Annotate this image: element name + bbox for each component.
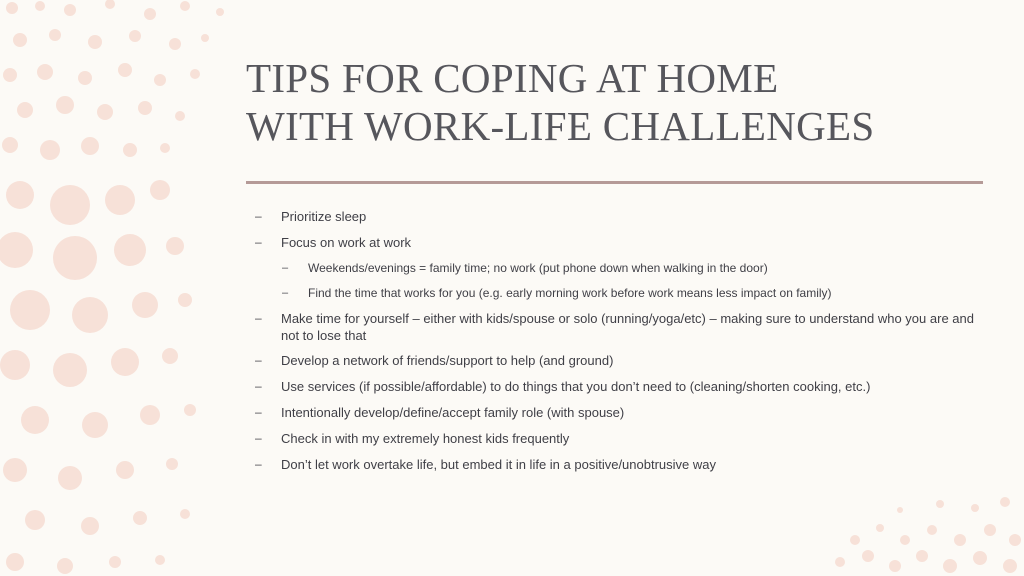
list-item-text: Focus on work at work — [281, 235, 412, 250]
list-item — [255, 430, 981, 447]
bullet-marker: – — [255, 431, 262, 445]
bullet-marker: – — [255, 311, 262, 325]
list-item-text: Prioritize sleep — [281, 209, 367, 224]
list-item-sub — [282, 285, 978, 301]
list-item-text: Check in with my extremely honest kids frequently — [281, 431, 570, 446]
list-item-text: Weekends/evenings = family time; no work (put phone down when walking in the door) — [308, 261, 768, 275]
bullet-marker: – — [282, 287, 289, 299]
list-item — [255, 234, 981, 251]
bullet-marker: – — [255, 457, 262, 471]
list-item — [255, 404, 981, 421]
bullet-marker: – — [255, 235, 262, 249]
bullet-marker: – — [255, 209, 262, 223]
list-item-text: Develop a network of friends/support to help (and ground) — [281, 353, 614, 368]
list-item-text: Use services (if possible/affordable) to do things that you don’t need to (cleaning/shorten cooking, etc.) — [281, 379, 871, 394]
list-item — [255, 310, 981, 344]
bullet-marker: – — [255, 405, 262, 419]
list-item — [255, 378, 981, 395]
slide-title-line-2: WITH WORK-LIFE CHALLENGES — [246, 103, 875, 149]
list-item-text: Intentionally develop/define/accept family role (with spouse) — [281, 405, 625, 420]
list-item — [255, 208, 981, 225]
list-item — [255, 352, 981, 369]
bullet-marker: – — [282, 262, 289, 274]
list-item-text: Make time for yourself – either with kids/spouse or solo (running/yoga/etc) – making sure to understand who you are and not to lose that — [281, 311, 974, 343]
bullet-marker: – — [255, 379, 262, 393]
bullet-marker: – — [255, 353, 262, 367]
list-item-sub — [282, 260, 978, 276]
list-item-text: Don’t let work overtake life, but embed it in life in a positive/unobtrusive way — [281, 457, 716, 472]
list-item — [255, 456, 981, 473]
slide-title-line-1: TIPS FOR COPING AT HOME — [246, 55, 779, 101]
list-item-text: Find the time that works for you (e.g. early morning work before work means less impact on family) — [308, 286, 832, 300]
